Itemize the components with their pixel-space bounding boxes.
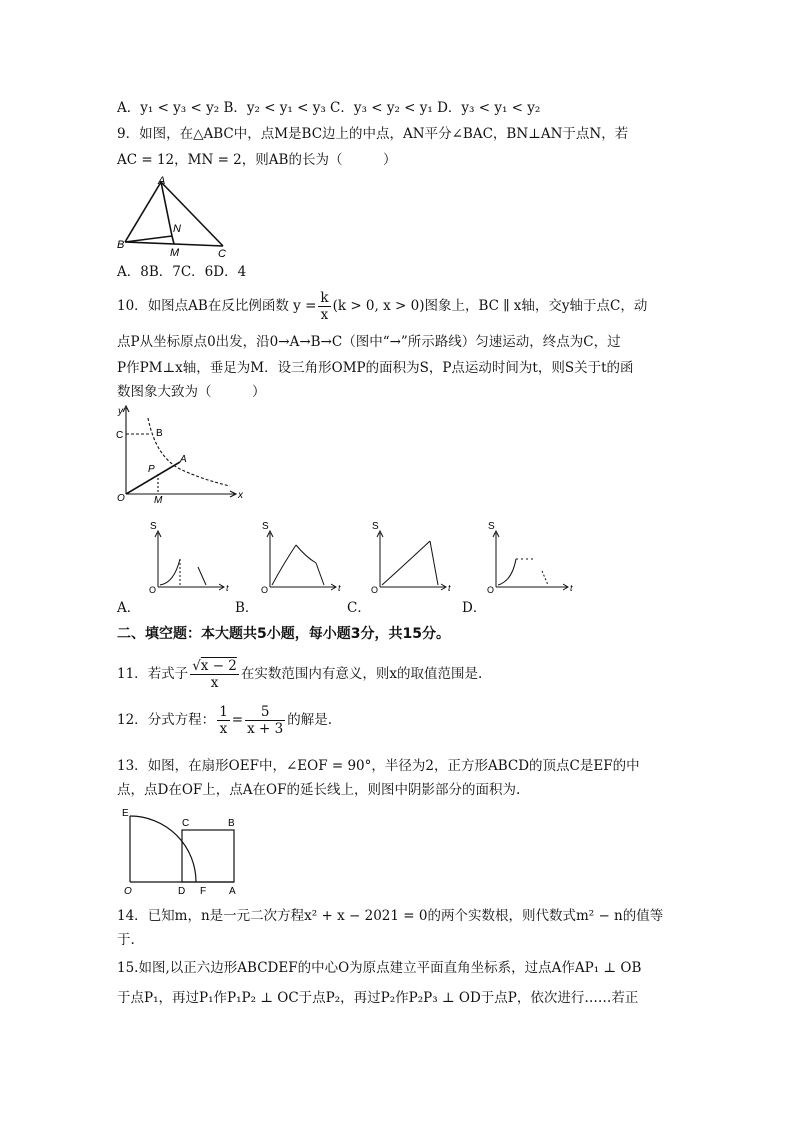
q10-graph-c — [368, 515, 458, 595]
q10-label-x: x — [238, 490, 243, 501]
q10-graph-d — [484, 515, 584, 595]
q14-text-line1: 14．已知m，n是一元二次方程x² + x − 2021 = 0的两个实数根，则代数式m² − n的值等 — [117, 908, 664, 924]
q10-label-p: P — [148, 464, 155, 475]
svg-text:O: O — [149, 585, 157, 595]
q15-number: 15. — [117, 960, 139, 976]
q11-number: 11． — [117, 666, 148, 682]
q14-text-line2: 于. — [117, 932, 135, 948]
svg-text:S: S — [150, 521, 157, 532]
q13-label-e: E — [122, 808, 129, 819]
q10-label-b: B — [156, 428, 163, 439]
q13-label-b: B — [228, 818, 235, 829]
q13-sector-figure — [116, 804, 246, 896]
q10-text-line4: 数图象大致为（ ） — [117, 384, 266, 400]
q10-option-d-label: D． — [462, 600, 487, 616]
q15-text-line1: 15.如图,以正六边形ABCDEF的中心O为原点建立平面直角坐标系，过点A作AP₁ ⊥ OB — [117, 960, 642, 976]
q13-label-o: O — [124, 886, 132, 896]
q13-text-line1: 13．如图，在扇形OEF中，∠EOF = 90°，半径为2，正方形ABCD的顶点C是EF的中 — [117, 758, 640, 774]
q9-number: 9． — [117, 126, 140, 142]
q10-label-m: M — [154, 495, 163, 504]
q10-option-b-label: B． — [235, 600, 259, 616]
q10-main-figure — [112, 402, 252, 504]
q13-label-d: D — [178, 886, 186, 896]
svg-text:t: t — [226, 583, 229, 593]
q12-text: 12．分式方程： $\frac{1}{x}$ = $\frac{5}{x + 3}$ 的解是. — [117, 704, 332, 737]
svg-text:O: O — [487, 585, 495, 595]
q13-number: 13． — [117, 758, 148, 774]
svg-text:t: t — [338, 583, 341, 593]
q9-label-a: A — [158, 175, 166, 187]
q10-func-fraction: $\frac{k}{x}$ — [320, 290, 329, 323]
q9-label-c: C — [218, 248, 226, 260]
section-2-title: 二、填空题：本大题共5小题，每小题3分，共15分。 — [117, 626, 450, 642]
q10-graph-b — [258, 515, 348, 595]
q12-lhs-fraction: $\frac{1}{x}$ — [219, 704, 228, 737]
q15-text-line2: 于点P₁，再过P₁作P₁P₂ ⊥ OC于点P₂，再过P₂作P₂P₃ ⊥ OD于点P，依次进行……若正 — [117, 990, 639, 1006]
q10-label-o: O — [117, 493, 125, 504]
q13-label-f: F — [200, 886, 207, 896]
q8-options: A．y₁ < y₃ < y₂ B．y₂ < y₁ < y₃ C．y₃ < y₂ < y₁ D．y₃ < y₁ < y₂ — [117, 100, 541, 116]
svg-text:S: S — [372, 521, 379, 532]
q10-text-line2: 点P从坐标原点0出发，沿0→A→B→C（图中“→”所示路线）匀速运动，终点为C，过 — [117, 334, 621, 350]
q10-text-line1: 10．如图点AB在反比例函数 y = $\frac{k}{x}$ (k > 0, x > 0)图象上，BC ∥ x轴，交y轴于点C，动 — [117, 290, 648, 323]
q10-option-a-label: A． — [117, 600, 141, 616]
q10-number: 10． — [117, 298, 148, 314]
q9-label-b: B — [117, 239, 125, 251]
svg-text:S: S — [488, 521, 495, 532]
q14-number: 14． — [117, 908, 148, 924]
q10-option-c-label: C． — [347, 600, 371, 616]
q11-text: 11．若式子 $\frac{√x - 2}{x}$ 在实数范围内有意义，则x的取值范围是. — [117, 658, 483, 691]
svg-text:t: t — [448, 583, 451, 593]
q13-label-a: A — [229, 886, 236, 896]
q10-label-a: A — [180, 454, 187, 465]
q11-fraction: $\frac{√x - 2}{x}$ — [192, 658, 237, 691]
q13-label-c: C — [182, 818, 190, 829]
q9-triangle-figure — [115, 174, 235, 260]
q10-graph-a — [146, 515, 236, 595]
q10-label-y: y — [118, 406, 123, 417]
q9-text-line2: AC = 12，MN = 2，则AB的长为（ ） — [117, 152, 397, 168]
q13-text-line2: 点，点D在OF上，点A在OF的延长线上，则图中阴影部分的面积为. — [117, 782, 521, 798]
q10-label-c: C — [116, 430, 124, 441]
svg-text:S: S — [262, 521, 269, 532]
svg-text:t: t — [570, 583, 573, 593]
q9-label-n: N — [173, 223, 181, 235]
svg-text:O: O — [371, 585, 379, 595]
q10-text-line3: P作PM⊥x轴，垂足为M．设三角形OMP的面积为S，P点运动时间为t，则S关于t的函 — [117, 360, 634, 376]
q9-text-line1: 9．如图，在△ABC中，点M是BC边上的中点，AN平分∠BAC，BN⊥AN于点N，若 — [117, 126, 629, 142]
q12-rhs-fraction: $\frac{5}{x + 3}$ — [247, 704, 284, 737]
q12-number: 12． — [117, 712, 148, 728]
q9-label-m: M — [170, 247, 180, 259]
q9-options: A．8B．7C．6D．4 — [117, 264, 247, 280]
svg-text:O: O — [261, 585, 269, 595]
